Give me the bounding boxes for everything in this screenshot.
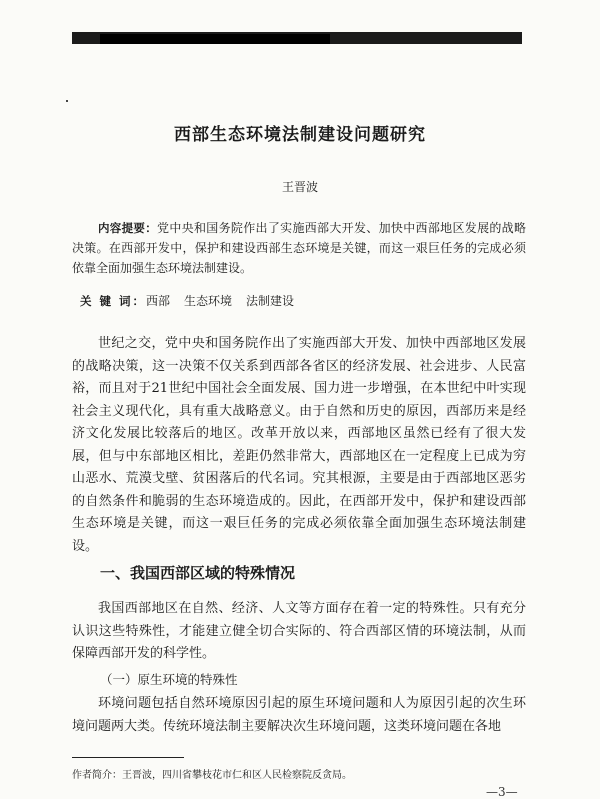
footnote: 作者简介：王晋波，四川省攀枝花市仁和区人民检察院反贪局。 bbox=[72, 770, 352, 781]
keywords bbox=[80, 292, 520, 310]
abstract-label: 内容提要： bbox=[98, 221, 158, 235]
article-author: 王晋波 bbox=[281, 180, 318, 194]
header-rule-accent bbox=[100, 34, 330, 44]
subsection-heading: （一）原生环境的特殊性 bbox=[100, 672, 238, 687]
page-number: —3— bbox=[486, 785, 518, 799]
article-title: 西部生态环境法制建设问题研究 bbox=[174, 125, 426, 145]
abstract-text: 党中央和国务院作出了实施西部大开发、加快中西部地区发展的战略决策。在西部开发中，保护和建设西部生态环境是关键，而这一艰巨任务的完成必须依靠全面加强生态环境法制建设。 bbox=[72, 221, 526, 275]
section-heading: 一、我国西部区域的特殊情况 bbox=[100, 564, 296, 582]
abstract bbox=[72, 218, 526, 278]
keyword: 西部 bbox=[146, 294, 171, 308]
body-paragraph-1: 世纪之交，党中央和国务院作出了实施西部大开发、加快中西部地区发展的战略决策，这一决策不仅关系到西部各省区的经济发展、社会进步、人民富裕，而且对于21世纪中国社会全面发展、国力进一步增强，在本世纪中叶实现社会主义现代化，具有重大战略意义。由于自然和历史的原因，西部历来是经济文化发展比较落后的地区。改革开放以来，西部地区虽然已经有了很大发展，但与中东部地区相比，差距仍然非常大，西部地区在一定程度上已成为穷山恶水、荒漠戈壁、贫困落后的代名词。究其根源，主要是由于西部地区恶劣的自然条件和脆弱的生态环境造成的。因此，在西部开发中，保护和建设西部生态环境是关键，而这一艰巨任务的完成必须依靠全面加强生态环境法制建设。 bbox=[72, 336, 526, 554]
body-paragraph-3: 环境问题包括自然环境原因引起的原生环境问题和人为原因引起的次生环境问题两大类。传统环境法制主要解决次生环境问题，这类环境问题在各地 bbox=[72, 696, 526, 734]
footnote-rule bbox=[72, 757, 184, 758]
keyword: 法制建设 bbox=[246, 294, 295, 308]
keyword: 生态环境 bbox=[184, 294, 233, 308]
body-paragraph-2: 我国西部地区在自然、经济、人文等方面存在着一定的特殊性。只有充分认识这些特殊性，才能建立健全切合实际的、符合西部区情的环境法制，从而保障西部开发的科学性。 bbox=[72, 601, 526, 661]
keywords-label: 关 键 词： bbox=[80, 294, 147, 308]
scan-artifact bbox=[66, 100, 68, 102]
